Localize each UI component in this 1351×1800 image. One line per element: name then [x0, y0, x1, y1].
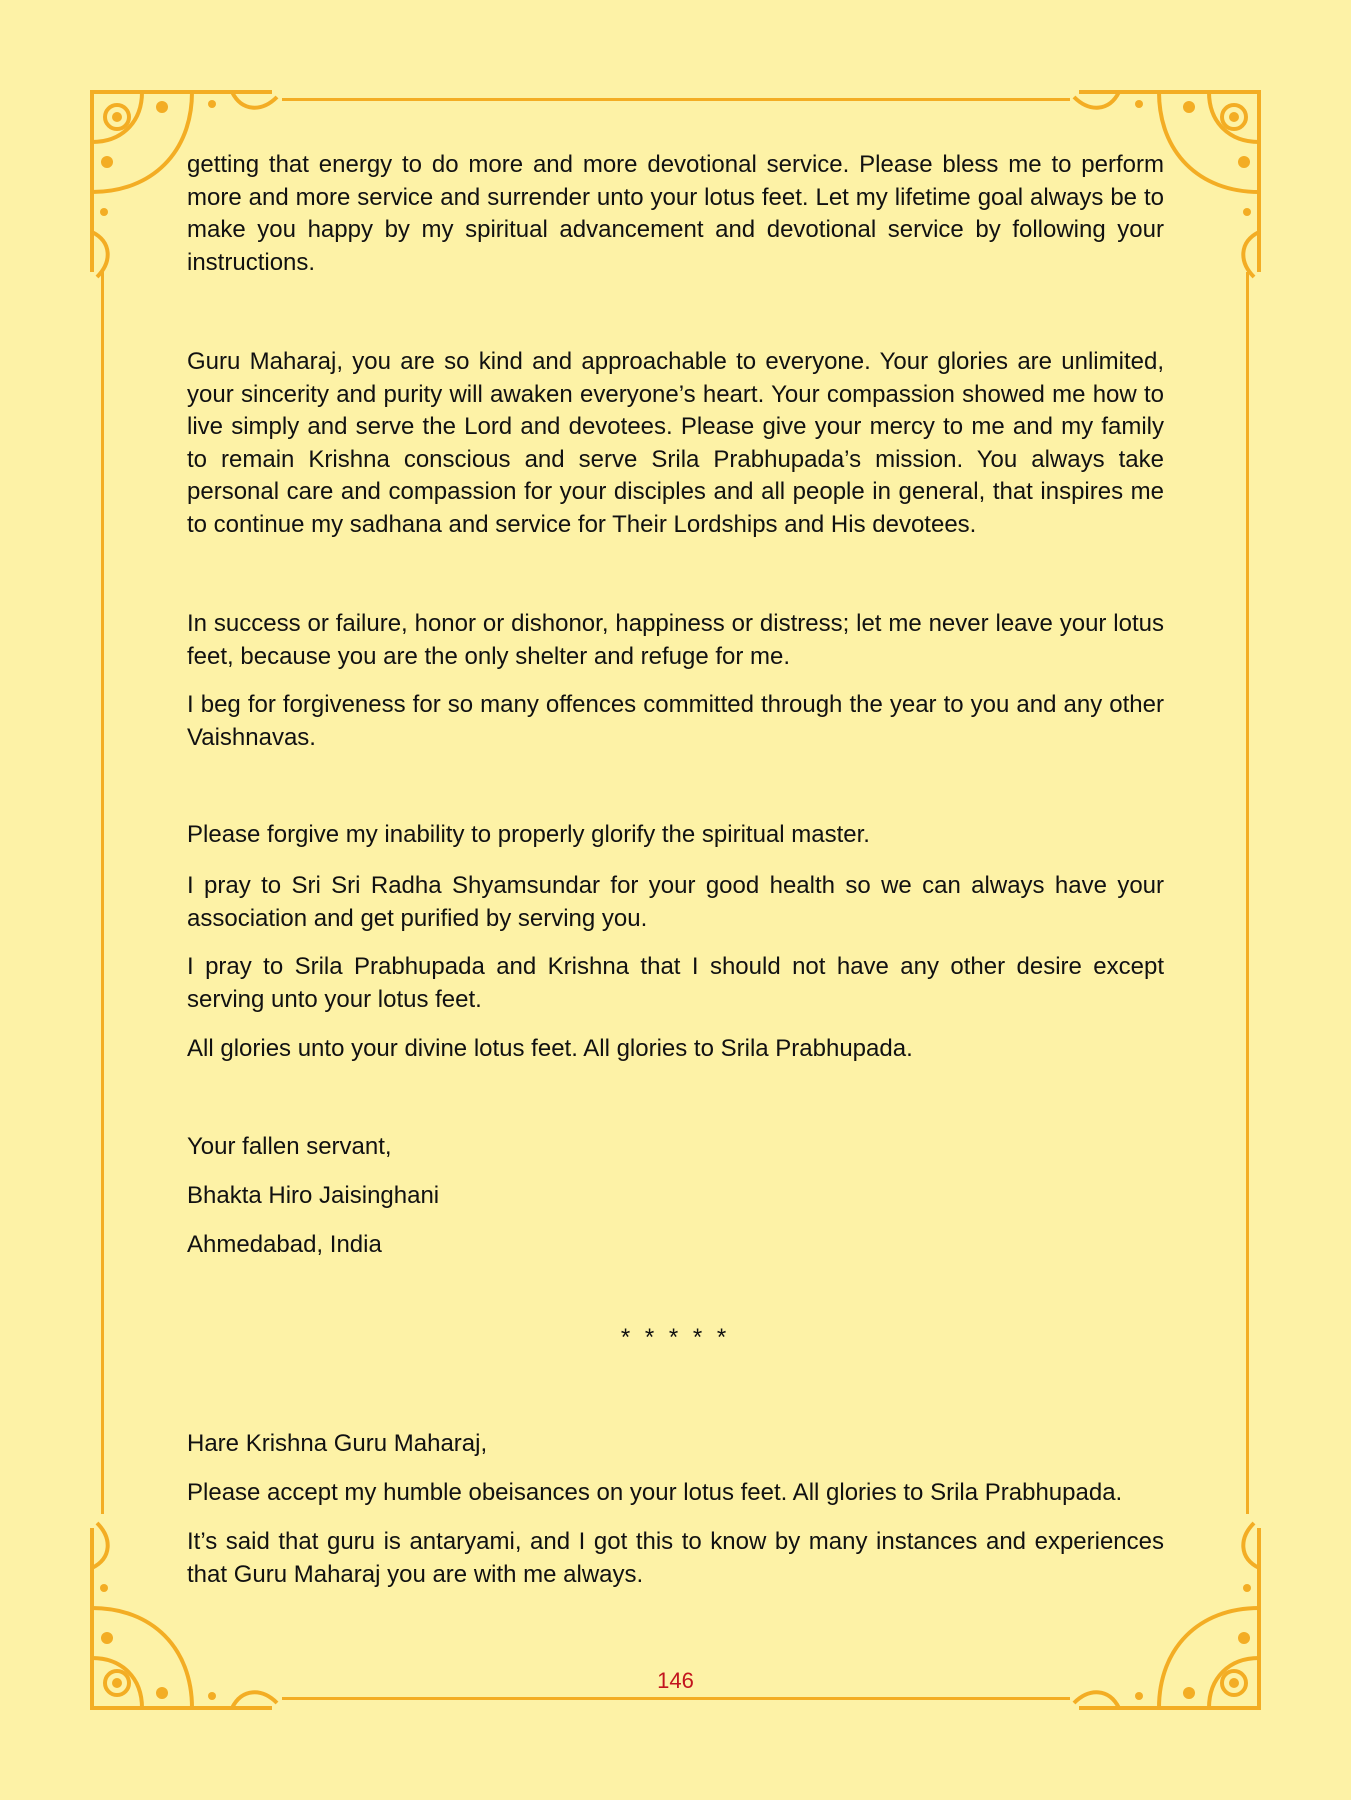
paragraph-1: getting that energy to do more and more devotional service. Please bless me to perform more and more service and surrender unto your lotus feet. Let my lifetime goal always be to make you happy by my spiritual advancement and devotional service by following your instructions. [187, 151, 1164, 276]
paragraph-3: In success or failure, honor or dishonor, happiness or distress; let me never leave your lotus feet, because you are the only shelter and refuge for me. [187, 610, 1164, 670]
paragraph-6: I pray to Sri Sri Radha Shyamsundar for your good health so we can always have your association and get purified by serving you. [187, 872, 1164, 932]
paragraph-2: Guru Maharaj, you are so kind and approachable to everyone. Your glories are unlimited, your sincerity and purity will awaken everyone’s heart. Your compassion showed me how to live simply and serve the Lord and devotees. Please give your mercy to me and my family to remain Krishna conscious and serve Srila Prabhupada’s mission. You always take personal care and compassion for your disciples and all people in general, that inspires me to continue my sadhana and service for Their Lordships and His devotees. [187, 348, 1164, 538]
paragraph-7: I pray to Srila Prabhupada and Krishna that I should not have any other desire except serving unto your lotus feet. [187, 953, 1164, 1013]
letter-salutation: Hare Krishna Guru Maharaj, [187, 1430, 488, 1457]
paragraph-8: All glories unto your divine lotus feet. All glories to Srila Prabhupada. [187, 1035, 913, 1062]
signature-location: Ahmedabad, India [187, 1231, 382, 1258]
paragraph-antaryami: It’s said that guru is antaryami, and I got this to know by many instances and experiences that Guru Maharaj you are with me always. [187, 1528, 1164, 1588]
signoff-line: Your fallen servant, [187, 1133, 392, 1160]
section-separator: * * * * * [620, 1324, 731, 1351]
page-number: 146 [657, 1668, 694, 1693]
paragraph-obeisances: Please accept my humble obeisances on your lotus feet. All glories to Srila Prabhupada. [187, 1479, 1123, 1506]
border-bottom-line [282, 1697, 1070, 1700]
paragraph-5: Please forgive my inability to properly glorify the spiritual master. [187, 821, 870, 848]
paragraph-4: I beg for forgiveness for so many offences committed through the year to you and any other Vaishnavas. [187, 691, 1164, 751]
border-top-line [282, 98, 1070, 101]
signature-name: Bhakta Hiro Jaisinghani [187, 1182, 440, 1209]
